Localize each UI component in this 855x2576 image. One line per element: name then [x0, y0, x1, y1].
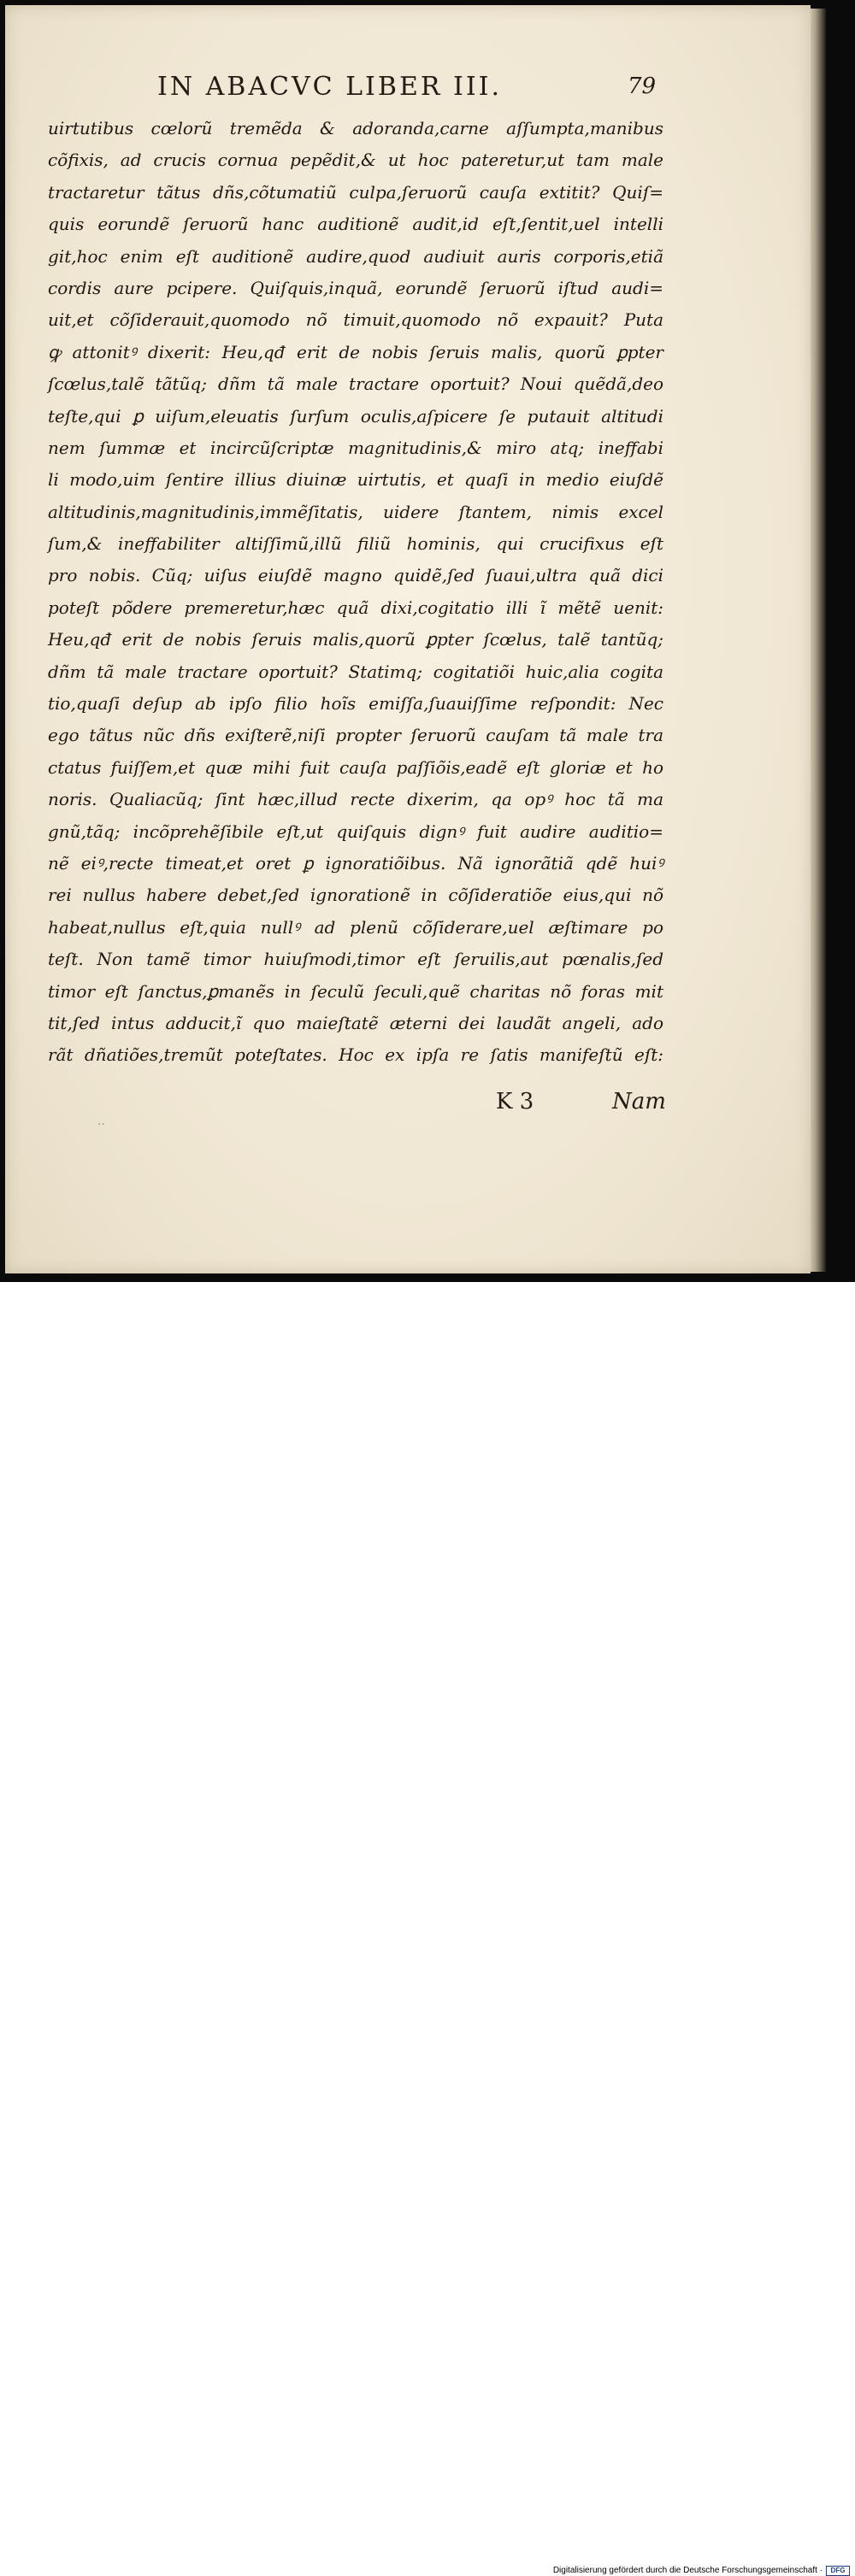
text-line: quis eorundẽ ſeruorũ hanc auditionẽ audit,id eſt,ſentit,uel intelli	[48, 214, 663, 235]
text-line: teſt. Non tamẽ timor huiuſmodi,timor eſt ſeruilis,aut pœnalis,ſed	[48, 949, 663, 970]
text-line: tio,quaſi deſup ab ipſo filio hoĩs emiſſa,ſuauiſſime reſpondit: Nec	[48, 693, 663, 715]
text-line: dñm tã male tractare oportuit? Statimq; cogitatiõi huic,alia cogita	[48, 661, 663, 682]
text-line: cõfixis, ad crucis cornua pepẽdit,& ut hoc pateretur,ut tam male	[48, 150, 663, 171]
text-line: nem ſummæ et incircũſcriptæ magnitudinis,& miro atq; ineffabi	[48, 437, 663, 458]
funding-note: Digitalisierung gefördert durch die Deutsche Forschungsgemeinschaft ·	[552, 2566, 823, 2575]
text-line: uit,et cõſiderauit,quomodo nõ timuit,quomodo nõ expauit? Puta	[48, 309, 663, 331]
text-line: teſte,qui ꝑ uiſum,eleuatis ſurſum oculis,aſpicere ſe putauit altitudi	[48, 405, 663, 426]
text-line: tractaretur tãtus dñs,cõtumatiũ culpa,ſeruorũ cauſa extitit? Quiſ=	[48, 181, 663, 203]
text-line: ego tãtus nũc dñs exiſterẽ,niſi propter ſeruorũ cauſam tã male tra	[48, 725, 663, 746]
book-page-edge	[809, 9, 826, 1272]
text-line: rãt dñatiões,tremũt poteſtates. Hoc ex ipſa re ſatis manifeſtũ eſt:	[48, 1044, 663, 1066]
footer-bar	[0, 1282, 855, 2575]
text-line: tit,ſed intus adducit,ĩ quo maieſtatẽ æterni dei laudãt angeli, ado	[48, 1012, 663, 1033]
book-page	[5, 5, 811, 1273]
text-line: pro nobis. Cũq; uiſus eiuſdẽ magno quidẽ,ſed ſuaui,ultra quã dici	[48, 565, 663, 586]
text-line: ſcœlus,talẽ tãtũq; dñm tã male tractare oportuit? Noui quẽdã,deo	[48, 373, 663, 395]
text-line: rei nullus habere debet,ſed ignorationẽ in cõſideratiõe eius,qui nõ	[48, 885, 663, 906]
catchword: Nam	[612, 1089, 666, 1115]
dfg-logo-icon: DFG	[826, 2566, 850, 2576]
text-line: git,hoc enim eſt auditionẽ audire,quod audiuit auris corporis,etiã	[48, 245, 663, 267]
text-line: nẽ eiꝰ,recte timeat,et oret ꝑ ignoratiõibus. Nã ignorãtiã qdẽ huiꝰ	[48, 852, 663, 873]
signature-mark: K 3	[496, 1089, 534, 1115]
text-line: gnũ,tãq; incõprehẽſibile eſt,ut quiſquis dignꝰ fuit audire auditio=	[48, 820, 663, 842]
text-line: ſum,& ineffabiliter altiſſimũ,illũ filiũ hominis, qui crucifixus eſt	[48, 533, 663, 555]
text-line: ctatus fuiſſem,et quæ mihi fuit cauſa paſſiõis,eadẽ eſt gloriæ et ho	[48, 756, 663, 778]
text-line: poteſt põdere premeretur,hæc quã dixi,cogitatio illi ĩ mẽtẽ uenit:	[48, 597, 663, 618]
text-line: li modo,uim ſentire illius diuinæ uirtutis, et quaſi in medio eiuſdẽ	[48, 469, 663, 491]
text-line: noris. Qualiacũq; ſint hæc,illud recte dixerim, qa opꝰ hoc tã ma	[48, 789, 663, 810]
stray-mark: ..	[97, 1115, 105, 1128]
text-line: Heu,qđ erit de nobis ſeruis malis,quorũ ꝑpter ſcœlus, talẽ tantũq;	[48, 629, 663, 650]
text-line: timor eſt ſanctus,ꝑmanẽs in ſeculũ ſeculi,quẽ charitas nõ foras mit	[48, 980, 663, 1002]
page-number: 79	[628, 74, 657, 99]
text-line: ꝙ attonitꝰ dixerit: Heu,qđ erit de nobis ſeruis malis, quorũ ꝑpter	[48, 341, 663, 362]
body-text	[48, 113, 663, 1072]
text-line: habeat,nullus eſt,quia nullꝰ ad plenũ cõſiderare,uel æſtimare po	[48, 916, 663, 938]
text-line: altitudinis,magnitudinis,immẽſitatis, uidere ſtantem, nimis excel	[48, 501, 663, 522]
text-line: cordis aure pcipere. Quiſquis,inquã, eorundẽ ſeruorũ iſtud audi=	[48, 277, 663, 298]
text-line: uirtutibus cœlorũ tremẽda & adoranda,carne aſſumpta,manibus	[48, 118, 663, 138]
running-head: IN ABACVC LIBER III.	[157, 72, 503, 102]
